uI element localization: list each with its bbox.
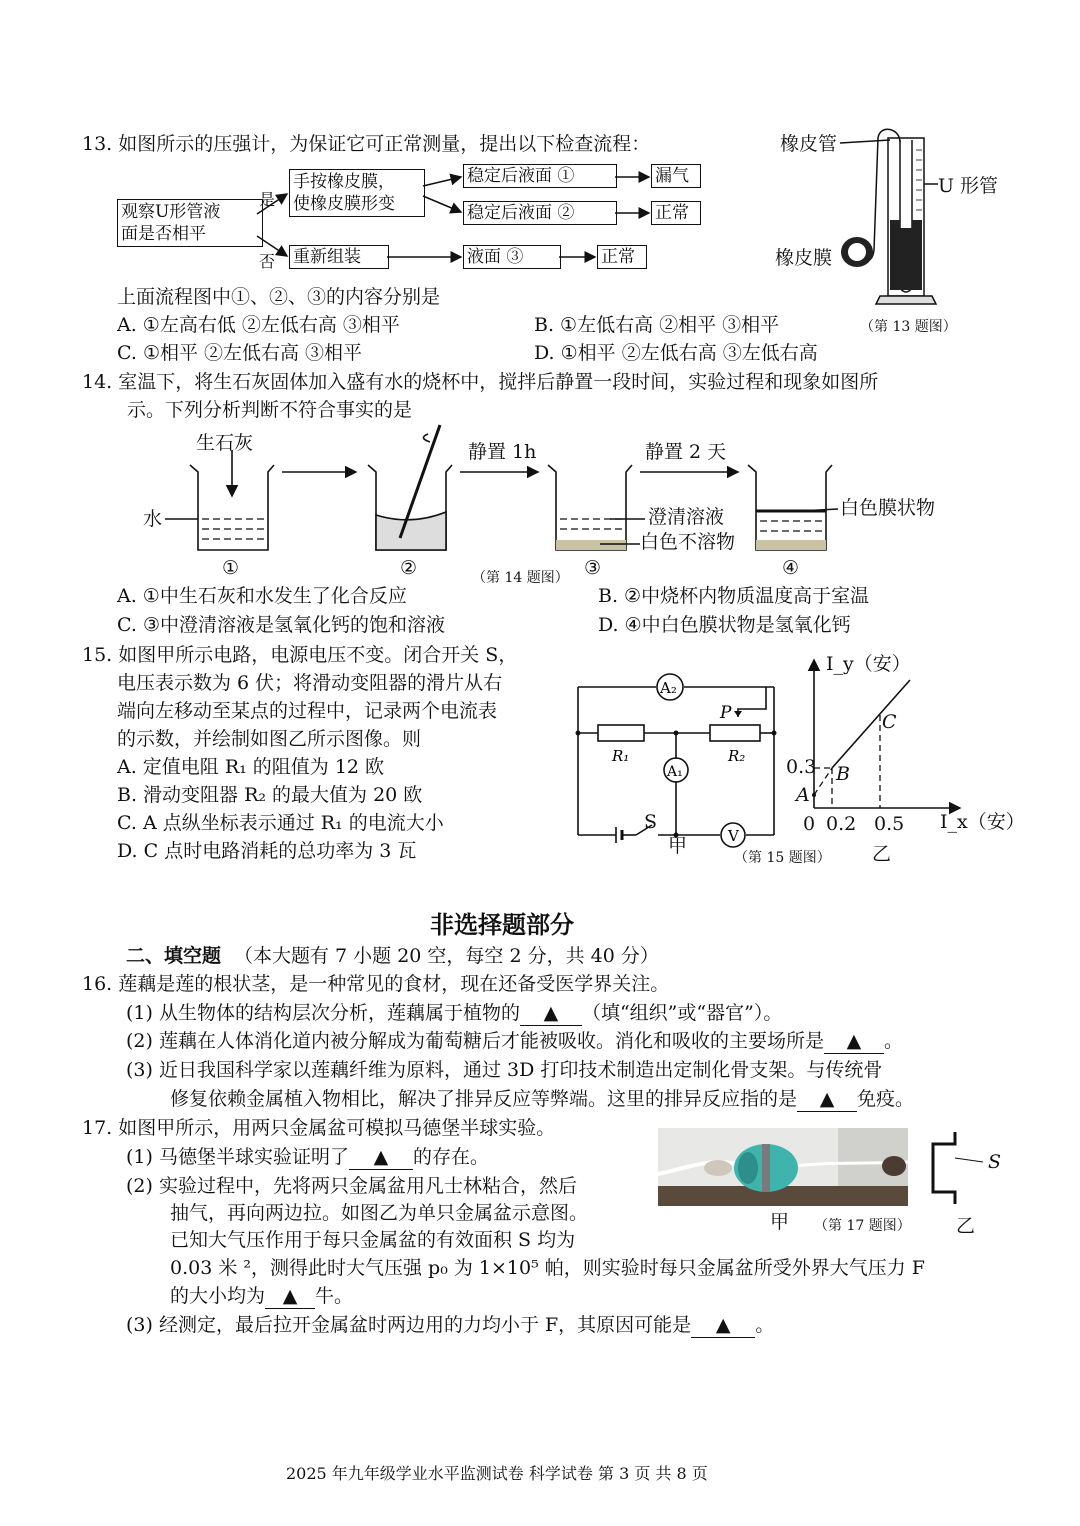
q14-clear-label: 澄清溶液: [648, 506, 725, 528]
section-note: （本大题有 7 小题 20 空，每空 2 分，共 40 分）: [234, 945, 659, 967]
q17-part3-blank[interactable]: ▲: [691, 1313, 755, 1338]
q14-option-b: B. ②中烧杯内物质温度高于室温: [598, 585, 870, 607]
q14-film-label: 白色膜状物: [840, 497, 936, 519]
q13-option-a: A. ①左高右低 ②左低右高 ③相平: [117, 314, 400, 336]
q14-insoluble-label: 白色不溶物: [640, 531, 736, 553]
q14-stem-line2: 示。下列分析判断不符合事实的是: [127, 399, 413, 421]
q15-graph-ptA: A: [796, 784, 810, 806]
q16-part2: [126, 1029, 903, 1054]
q15-a2-label: A₂: [660, 679, 677, 697]
q14-option-a: A. ①中生石灰和水发生了化合反应: [117, 585, 407, 607]
q15-option-b: B. 滑动变阻器 R₂ 的最大值为 20 欧: [117, 784, 423, 806]
q13-surface3-box: 液面 ③: [463, 245, 561, 269]
q15-graph-y03: 0.3: [786, 756, 817, 778]
q17-part3-text: (3) 经测定，最后拉开金属盆时两边用的力均小于 F，其原因可能是: [126, 1314, 692, 1336]
q13-observe-line2: 面是否相平: [121, 224, 206, 244]
q15-graph-x05: 0.5: [874, 813, 905, 835]
q14-num3: ③: [584, 557, 602, 579]
q14-num1: ①: [222, 557, 240, 579]
q15-graph-x0: 0: [803, 813, 816, 835]
q14-lime-label: 生石灰: [196, 432, 254, 454]
q17-part2-line3: 已知大气压作用于每只金属盆的有效面积 S 均为: [170, 1229, 576, 1251]
q17-yi-label: 乙: [956, 1215, 976, 1237]
q15-caption: （第 15 题图）: [734, 850, 831, 866]
q15-graph-ptC: C: [882, 711, 897, 733]
q15-circuit-figure: [570, 665, 790, 845]
q17-part2-line5: [170, 1284, 353, 1309]
q17-photo-figure: [658, 1128, 908, 1206]
q13-leak-box: 漏气: [651, 164, 701, 188]
q15-circuit-caption: 甲: [668, 835, 688, 857]
q15-a1-label: A₁: [667, 764, 683, 780]
q13-caption: （第 13 题图）: [860, 319, 957, 335]
q17-part1: [126, 1145, 489, 1170]
q15-graph-ptB: B: [836, 763, 850, 785]
q17-part2-line1: (2) 实验过程中，先将两只金属盆用凡士林粘合，然后: [126, 1175, 577, 1197]
q13-question: 上面流程图中①、②、③的内容分别是: [117, 286, 441, 308]
q17-part3: [126, 1313, 774, 1338]
q13-stable1-box: 稳定后液面 ①: [463, 164, 617, 188]
q13-utube-label: U 形管: [938, 175, 999, 197]
q15-graph-ylabel: I_y（安）: [826, 653, 911, 675]
q15-stem-line2: 电压表示数为 6 伏；将滑动变阻器的滑片从右: [117, 672, 503, 694]
q17-part1-text: (1) 马德堡半球实验证明了: [126, 1146, 349, 1168]
q16-part1-tail: （填“组织”或“器官”）。: [581, 1002, 783, 1024]
q13-yes: 是: [259, 190, 276, 209]
q15-option-a: A. 定值电阻 R₁ 的阻值为 12 欧: [117, 756, 385, 778]
q14-stand2-label: 静置 2 天: [645, 441, 727, 463]
q17-part2-line2: 抽气，再向两边拉。如图乙为单只金属盆示意图。: [170, 1202, 589, 1224]
q16-part2-tail: 。: [883, 1030, 903, 1052]
q15-graph-x02: 0.2: [826, 813, 857, 835]
q17-jia-label: 甲: [770, 1211, 790, 1233]
q16-part3-line1: (3) 近日我国科学家以莲藕纤维为原料，通过 3D 打印技术制造出定制化骨支架。与传统骨: [126, 1059, 883, 1081]
q16-part3-line2: [170, 1087, 914, 1112]
q15-stem-line4: 的示数，并绘制如图乙所示图像。则: [117, 728, 422, 750]
q14-option-c: C. ③中澄清溶液是氢氧化钙的饱和溶液: [117, 614, 445, 636]
q16-stem: 16. 莲藕是莲的根状茎，是一种常见的食材，现在还备受医学界关注。: [82, 973, 670, 995]
q17-caption: （第 17 题图）: [814, 1218, 911, 1234]
q14-option-d: D. ④中白色膜状物是氢氧化钙: [598, 614, 851, 636]
q17-part3-tail: 。: [755, 1314, 775, 1336]
q15-graph-label: 乙: [872, 843, 892, 865]
q15-v-label: V: [728, 827, 739, 845]
q15-p-label: P: [720, 703, 732, 723]
page-footer: 2025 年九年级学业水平监测试卷 科学试卷 第 3 页 共 8 页: [286, 1464, 708, 1483]
q13-normal2-box: 正常: [597, 245, 647, 269]
q15-option-c: C. A 点纵坐标表示通过 R₁ 的电流大小: [117, 812, 444, 834]
q17-part2-tail: 牛。: [315, 1285, 354, 1307]
q15-s-label: S: [644, 811, 658, 833]
q13-tube-label: 橡皮管: [780, 133, 838, 155]
section-title: 非选择题部分: [430, 911, 574, 939]
q13-no: 否: [259, 252, 276, 271]
q15-graph-xlabel: I_x（安）: [940, 811, 1025, 833]
q17-part2-text: 的大小均为: [170, 1285, 266, 1307]
q13-option-c: C. ①相平 ②左低右高 ③相平: [117, 342, 363, 364]
q17-s-label: S: [988, 1151, 1002, 1173]
q17-stem: 17. 如图甲所示，用两只金属盆可模拟马德堡半球实验。: [82, 1117, 556, 1139]
q14-num2: ②: [400, 557, 418, 579]
q13-stem: 13. 如图所示的压强计，为保证它可正常测量，提出以下检查流程：: [82, 133, 651, 155]
q13-observe-line1: 观察U形管液: [121, 202, 221, 222]
q13-normal1-box: 正常: [651, 201, 701, 225]
q13-membrane-label: 橡皮膜: [775, 247, 833, 269]
q16-part2-blank[interactable]: ▲: [824, 1029, 884, 1054]
q14-num4: ④: [782, 557, 800, 579]
q14-caption: （第 14 题图）: [472, 570, 569, 586]
q16-part1: [126, 1001, 782, 1026]
q15-r2-label: R₂: [728, 747, 746, 765]
q13-press-line1: 手按橡皮膜，: [293, 172, 395, 192]
q14-stem-line1: 14. 室温下，将生石灰固体加入盛有水的烧杯中，搅拌后静置一段时间，实验过程和现象如图所: [82, 371, 879, 393]
q13-stable2-box: 稳定后液面 ②: [463, 201, 617, 225]
q14-stand1-label: 静置 1h: [468, 441, 537, 463]
q17-bowl-diagram: [925, 1128, 985, 1208]
section-subtitle: 二、填空题: [126, 945, 222, 967]
q16-part2-text: (2) 莲藕在人体消化道内被分解成为葡萄糖后才能被吸收。消化和吸收的主要场所是: [126, 1030, 824, 1052]
q16-part1-text: (1) 从生物体的结构层次分析，莲藕属于植物的: [126, 1002, 520, 1024]
q13-reassemble-box: 重新组装: [289, 245, 389, 269]
q15-stem-line3: 端向左移动至某点的过程中，记录两个电流表: [117, 700, 498, 722]
q14-water-label: 水: [143, 508, 163, 530]
q13-option-d: D. ①相平 ②左低右高 ③左低右高: [534, 342, 818, 364]
q16-part3-tail: 免疫。: [857, 1088, 915, 1110]
q17-part1-blank[interactable]: ▲: [349, 1145, 413, 1170]
q16-part3-text: 修复依赖金属植入物相比，解决了排异反应等弊端。这里的排异反应指的是: [170, 1088, 798, 1110]
q13-press-line2: 使橡皮膜形变: [293, 194, 395, 214]
q17-part2-line4: 0.03 米 ²，测得此时大气压强 p₀ 为 1×10⁵ 帕，则实验时每只金属盆所受外界大气压力 F: [170, 1257, 925, 1279]
q15-option-d: D. C 点时电路消耗的总功率为 3 瓦: [117, 840, 417, 862]
q17-part2-blank[interactable]: ▲: [265, 1284, 315, 1309]
q16-part1-blank[interactable]: ▲: [520, 1001, 582, 1026]
q17-part1-tail: 的存在。: [412, 1146, 489, 1168]
q15-stem-line1: 15. 如图甲所示电路，电源电压不变。闭合开关 S，: [82, 644, 518, 666]
q16-part3-blank[interactable]: ▲: [797, 1087, 857, 1112]
q13-option-b: B. ①左低右高 ②相平 ③相平: [534, 314, 780, 336]
q15-r1-label: R₁: [612, 747, 630, 765]
